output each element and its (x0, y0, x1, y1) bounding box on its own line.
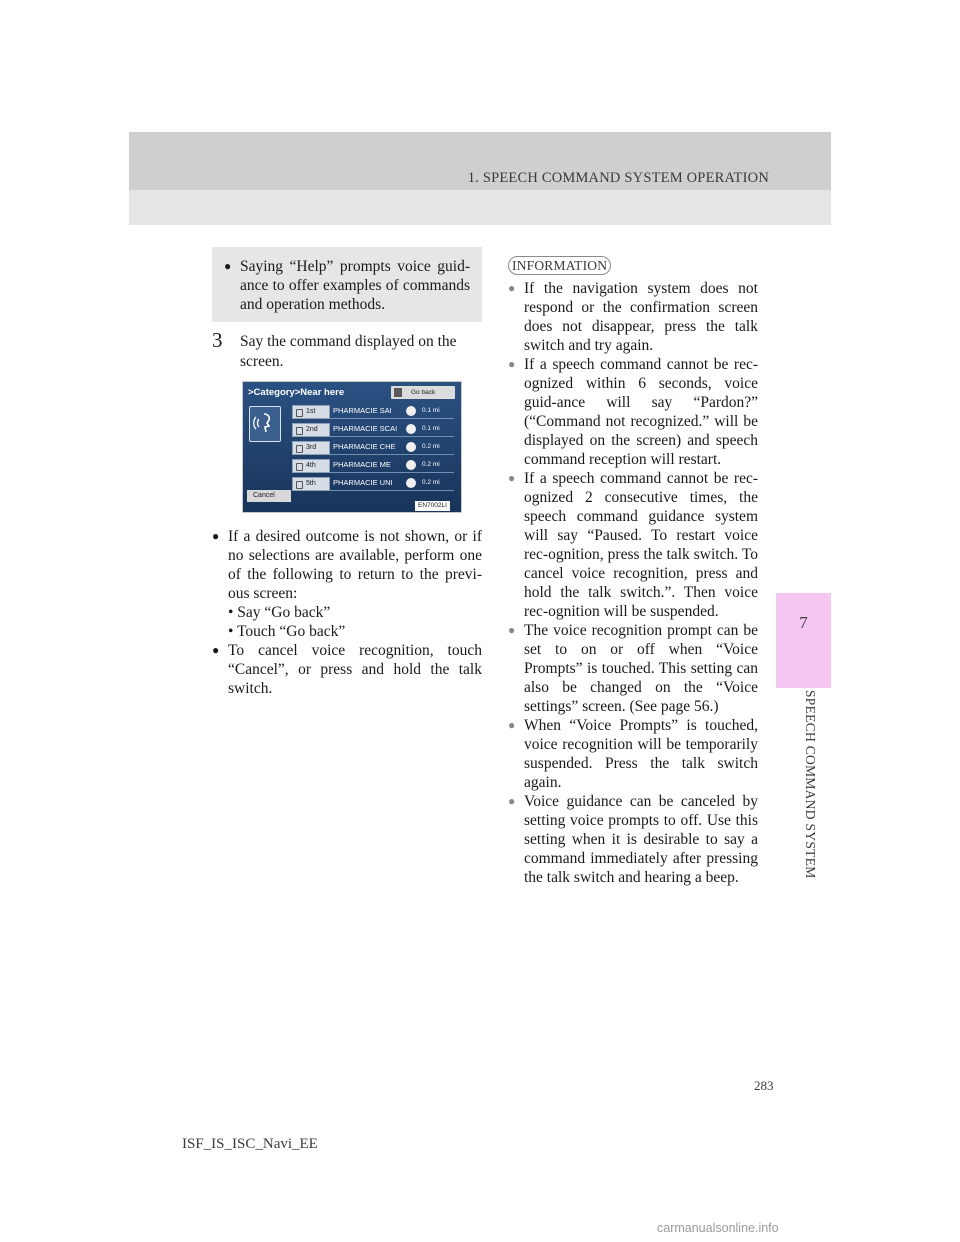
info-bullet: ● If a speech command cannot be rec-ognized within 6 seconds, voice guid-ance will say “Pardon?” (“Command not recognized.” will be displayed on the screen) and speech command reception will restart. (508, 356, 758, 468)
bullet-dot-icon: ● (508, 718, 516, 732)
result-name: PHARMACIE SAI (333, 406, 392, 415)
left-column (212, 247, 482, 698)
nav-screenshot (242, 381, 462, 513)
result-distance: 0.2 mi (422, 461, 440, 468)
voice-recognition-icon (249, 406, 281, 442)
result-name: PHARMACIE SCAI (333, 424, 398, 433)
bullet-dot-icon: ● (224, 259, 232, 273)
bullet-item: ● To cancel voice recognition, touch “Cancel”, or press and hold the talk switch. (212, 642, 482, 697)
microphone-icon (296, 445, 303, 453)
info-bullet: ● If the navigation system does not respond or the confirmation screen does not disappear, press the talk switch and try again. (508, 280, 758, 354)
document-code: ISF_IS_ISC_Navi_EE (182, 1136, 318, 1152)
bullet-dot-icon: ● (508, 281, 516, 295)
result-row (292, 476, 454, 491)
result-row (292, 422, 454, 437)
microphone-icon (296, 427, 303, 435)
info-bullet: ● The voice recognition prompt can be set to on or off when “Voice Prompts” is touched. This setting can also be changed on the “Voice settings” screen. (See page 56.) (508, 622, 758, 715)
section-title: 1. SPEECH COMMAND SYSTEM OPERATION (467, 170, 769, 186)
result-row (292, 404, 454, 419)
microphone-icon (296, 463, 303, 471)
result-row (292, 458, 454, 473)
bullet-item: ● If a desired outcome is not shown, or if no selections are available, perform one of the following to return to the previ-ous screen: (212, 528, 482, 602)
screen-breadcrumb: >Category>Near here (248, 387, 345, 398)
help-note-box (212, 247, 482, 322)
step-number: 3 (212, 328, 223, 352)
bullet-dot-icon: ● (212, 529, 220, 543)
bullet-dot-icon: ● (508, 794, 516, 808)
result-distance: 0.1 mi (422, 407, 440, 414)
chapter-number: 7 (799, 613, 808, 632)
microphone-icon (296, 409, 303, 417)
cancel-button: Cancel (247, 490, 291, 502)
info-bullet: ● Voice guidance can be canceled by setting voice prompts to off. Use this setting when it is desirable to say a command immediately after pressing the talk switch and hearing a beep. (508, 793, 758, 886)
info-bullet: ● If a speech command cannot be rec-ognized 2 consecutive times, the speech command guidance system will say “Paused. To restart voice rec-ognition, press the talk switch. To cancel voice recognition, press and hold the talk switch.”. Then voice rec-ognition will be suspended. (508, 470, 758, 620)
page-number: 283 (754, 1078, 774, 1093)
result-name: PHARMACIE ME (333, 460, 391, 469)
result-distance: 0.2 mi (422, 443, 440, 450)
ordinal-button: 3rd (292, 441, 330, 455)
step-text: Say the command displayed on the screen. (240, 333, 457, 370)
result-name: PHARMACIE CHE (333, 442, 396, 451)
figure-code: EN7002LI (415, 501, 450, 511)
direction-icon (406, 460, 416, 470)
result-name: PHARMACIE UNI (333, 478, 393, 487)
right-column (508, 256, 758, 887)
information-label: INFORMATION (508, 256, 611, 275)
watermark[interactable]: carmanualsonline.info (657, 1221, 779, 1235)
result-distance: 0.2 mi (422, 479, 440, 486)
go-back-button: Go back (391, 386, 455, 399)
microphone-icon (296, 481, 303, 489)
direction-icon (406, 424, 416, 434)
microphone-icon (394, 388, 402, 397)
step-3 (212, 328, 482, 372)
bullet-dot-icon: ● (508, 357, 516, 371)
info-bullet: ● When “Voice Prompts” is touched, voice recognition will be temporarily suspended. Press the talk switch again. (508, 717, 758, 791)
direction-icon (406, 442, 416, 452)
ordinal-button: 2nd (292, 423, 330, 437)
sub-item: • Touch “Go back” (228, 623, 346, 640)
chapter-tab (776, 593, 831, 688)
result-distance: 0.1 mi (422, 425, 440, 432)
bullet-dot-icon: ● (508, 471, 516, 485)
bullet-dot-icon: ● (508, 623, 516, 637)
direction-icon (406, 478, 416, 488)
bullet-dot-icon: ● (212, 643, 220, 657)
sub-item: • Say “Go back” (228, 604, 331, 621)
header-band (129, 132, 831, 225)
ordinal-button: 1st (292, 405, 330, 419)
chapter-label: SPEECH COMMAND SYSTEM (803, 690, 818, 879)
ordinal-button: 4th (292, 459, 330, 473)
direction-icon (406, 406, 416, 416)
result-row (292, 440, 454, 455)
help-note-text: Saying “Help” prompts voice guid-ance to offer examples of commands and operation methods. (240, 258, 470, 313)
ordinal-button: 5th (292, 477, 330, 491)
